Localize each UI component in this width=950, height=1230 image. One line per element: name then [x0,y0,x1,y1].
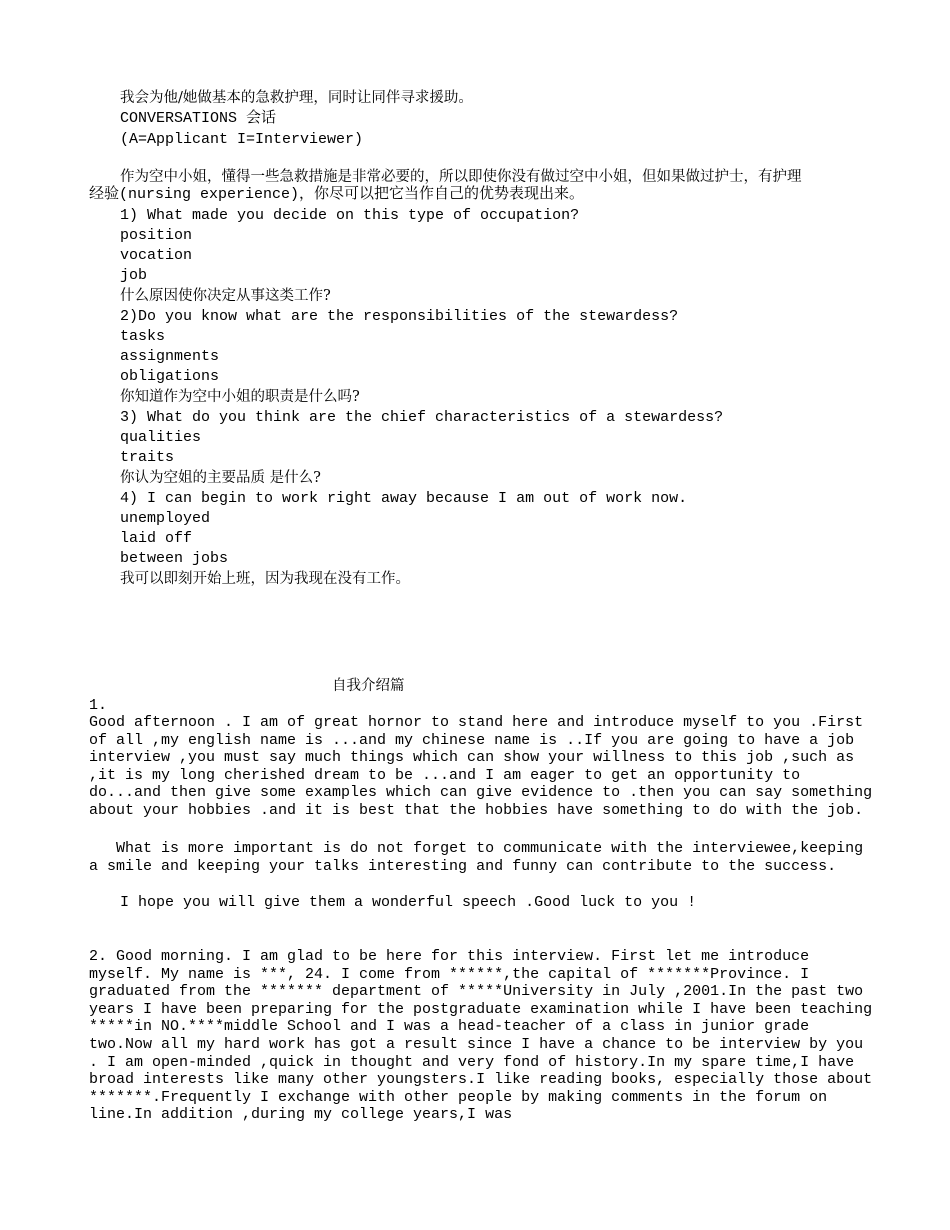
intro-paragraph-2: What is more important is do not forget to communicate with the interviewee,keeping a smile and keeping your talks interesting and funny can contribute to the success. [89,840,873,875]
intro-paragraph-1: Good afternoon . I am of great hornor to stand here and introduce myself to you .First of all ,my english name is ...and my chinese name is ..If you are going to have a job interview ,you must say much things which can show your willness to this job ,such as ,it is my long cherished dream to be ...and I am eager to get an opportunity to do...and then give some examples which can give evidence to .then you can say something about your hobbies .and it is best that the hobbies have something to do with the job. [89,714,882,819]
q4-alt: between jobs [120,550,229,567]
q2-alt: tasks [120,328,166,345]
question-1: 1) What made you decide on this type of occupation? [120,207,580,224]
self-intro-heading: 自我介绍篇 [332,678,405,694]
conversations-heading: CONVERSATIONS 会话 [120,110,277,127]
q1-alt: vocation [120,247,193,264]
q2-translation: 你知道作为空中小姐的职责是什么吗? [120,389,360,405]
q4-alt: laid off [120,530,193,547]
q3-alt: traits [120,449,175,466]
q3-translation: 你认为空姐的主要品质 是什么? [120,470,321,486]
q2-alt: assignments [120,348,220,365]
intro-paragraph-3: I hope you will give them a wonderful speech .Good luck to you ! [120,894,697,911]
question-3: 3) What do you think are the chief characteristics of a stewardess? [120,409,724,426]
q3-alt: qualities [120,429,202,446]
q2-alt: obligations [120,368,220,385]
q4-translation: 我可以即刻开始上班，因为我现在没有工作。 [120,571,410,587]
question-4: 4) I can begin to work right away because I am out of work now. [120,490,688,507]
q1-alt: job [120,267,148,284]
legend-line: (A=Applicant I=Interviewer) [120,131,364,148]
intro-paragraph-4: 2. Good morning. I am glad to be here for this interview. First let me introduce myself. My name is ***, 24. I come from ******,the capital of *******Province. I graduated from the ******* department of *****University in July ,2001.In the past two years I have been preparing for the postgraduate examination while I have been teaching *****in NO.****middle School and I was a head-teacher of a class in junior grade two.Now all my hard work has got a result since I have a chance to be interview by you . I am open-minded ,quick in thought and very fond of history.In my spare time,I have broad interests like many other youngsters.I like reading books, especially those about *******.Frequently I exchange with other people by making comments in the forum on line.In addition ,during my college years,I was [89,948,882,1124]
first-aid-line: 我会为他/她做基本的急救护理，同时让同伴寻求援助。 [120,90,473,106]
item-number: 1. [89,697,108,714]
q4-alt: unemployed [120,510,211,527]
question-2: 2)Do you know what are the responsibilities of the stewardess? [120,308,679,325]
q1-translation: 什么原因使你决定从事这类工作? [120,288,331,304]
tip-line-2: 经验(nursing experience)，你尽可以把它当作自己的优势表现出来。 [89,186,585,203]
q1-alt: position [120,227,193,244]
tip-line-1: 作为空中小姐，懂得一些急救措施是非常必要的，所以即使你没有做过空中小姐，但如果做过护士，有护理 [120,169,802,185]
